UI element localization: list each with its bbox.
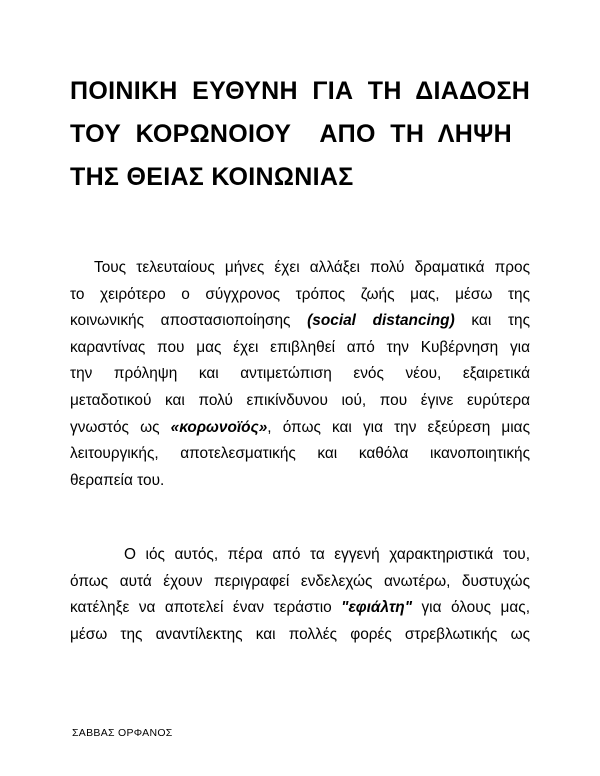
- paragraph-1: [70, 255, 530, 494]
- text-segment: και της: [454, 312, 530, 330]
- text-line: λειτουργικής, αποτελεσματικής και καθόλα ικανοποιητικής: [70, 445, 530, 463]
- text-line: [70, 595, 530, 622]
- text-segment: κοινωνικής αποστασιοποίησης: [70, 312, 308, 330]
- emphasis-social-distancing: (social distancing): [307, 312, 455, 330]
- text-line: μεταδοτικού και πολύ επικίνδυνου ιού, που έγινε ευρύτερα: [70, 391, 530, 409]
- text-line: καραντίνας που μας έχει επιβληθεί από την Κυβέρνηση για: [70, 338, 530, 356]
- title-line: ΤΗΣ ΘΕΙΑΣ ΚΟΙΝΩΝΙΑΣ: [70, 163, 354, 191]
- text-line: θεραπεία του.: [70, 471, 165, 489]
- page-footer-author: ΣΑΒΒΑΣ ΟΡΦΑΝΟΣ: [72, 727, 173, 739]
- title-line: ΤΟΥ ΚΟΡΩΝΟΙΟΥ ΑΠΟ ΤΗ ΛΗΨΗ: [70, 120, 512, 148]
- text-segment: γνωστός ως: [70, 418, 171, 436]
- text-line: όπως αυτά έχουν περιγραφεί ενδελεχώς ανωτέρω, δυστυχώς: [70, 572, 530, 590]
- title-line: ΠΟΙΝΙΚΗ ΕΥΘΥΝΗ ΓΙΑ ΤΗ ΔΙΑΔΟΣΗ: [70, 77, 531, 105]
- text-line: Τους τελευταίους μήνες έχει αλλάξει πολύ δραματικά προς: [94, 259, 530, 276]
- emphasis-koronoios: «κορωνοϊός»: [170, 418, 268, 436]
- text-line: την πρόληψη και αντιμετώπιση ενός νέου, εξαιρετικά: [70, 365, 530, 383]
- text-segment: κατέληξε να αποτελεί έναν τεράστιο: [70, 599, 342, 617]
- paragraph-2: [70, 542, 530, 648]
- emphasis-efialti: "εφιάλτη": [341, 599, 412, 617]
- text-line: το χειρότερο ο σύγχρονος τρόπος ζωής μας, μέσω της: [70, 285, 530, 303]
- document-title: [70, 70, 540, 199]
- text-segment: για όλους μας,: [412, 599, 530, 617]
- text-segment: , όπως και για την εξεύρεση μιας: [267, 418, 530, 436]
- text-line: [70, 415, 530, 442]
- text-line: Ο ιός αυτός, πέρα από τα εγγενή χαρακτηριστικά του,: [124, 546, 530, 563]
- text-line: [70, 308, 530, 335]
- text-line: μέσω της αναντίλεκτης και πολλές φορές στρεβλωτικής ως: [70, 625, 530, 643]
